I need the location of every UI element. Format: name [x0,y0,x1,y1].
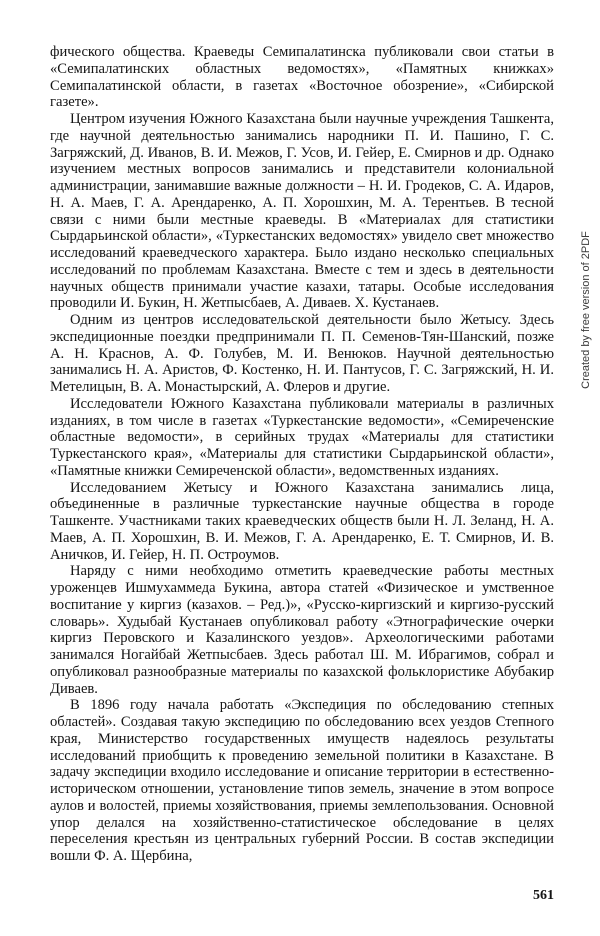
paragraph-continuation: фического общества. Краеведы Семипалатинска публиковали свои статьи в «Семипалатинских областных ведомостях», «Памятных книжках» Семипалатинской области, в газетах «Восточное обозрение», «Сибирской газете». [50,44,554,111]
page-number: 561 [533,888,554,903]
paragraph-south-kazakhstan-tashkent: Центром изучения Южного Казахстана были научные учреждения Ташкента, где научной деятельностью занимались народники П. И. Пашино, Г. С. Загряжский, Д. Иванов, В. И. Межов, Г. Усов, И. Гейер, Е. Смирнов и др. Однако изучением местных вопросов занимались и представители колониальной администрации, занимавшие важные должности – Н. И. Гродеков, С. А. Идаров, Н. А. Маев, Г. А. Арендаренко, А. П. Хорошхин, М. А. Терентьев. В тесной связи с ними были местные краеведы. В «Материалах для статистики Сырдарьинской области», «Туркестанских ведомостях» увидело свет множество исследований краеведческого характера. Было издано несколько специальных исследований по проблемам Казахстана. Вместе с тем и здесь в деятельности научных обществ принимали участие казахи, татары. Особые исследования проводили И. Букин, Н. Жетпысбаев, А. Диваев. Х. Кустанаев. [50,111,554,312]
paragraph-steppe-expedition: В 1896 году начала работать «Экспедиция по обследованию степных областей». Создавая такую экспедицию по обследованию всех уездов Степного края, Министерство государственных имуществ надеялось результаты исследований приобщить к проведению земельной политики в Казахстане. В задачу экспедиции входило исследование и описание территории в естественно-историческом отношении, установление типов земель, значение в этом вопросе аулов и волостей, приемы хозяйствования, приемы землепользования. Основной упор делался на хозяйственно-статистическое обследование в целях переселения крестьян из центральных губерний России. В состав экспедиции вошли Ф. А. Щербина, [50,697,554,864]
watermark-side-note [578,190,594,430]
page-body [50,44,554,865]
paragraph-publications: Исследователи Южного Казахстана публиковали материалы в различных изданиях, в том числе в газетах «Туркестанские ведомости», «Семиреченские областные ведомости», в серийных трудах «Материалы для статистики Туркестанского края», «Материалы для статистики Сырдарьинской области», «Памятные книжки Семиреченской области», ведомственных изданиях. [50,395,554,479]
paragraph-tashkent-societies: Исследованием Жетысу и Южного Казахстана занимались лица, объединенные в различные туркестанские научные общества в городе Ташкенте. Участниками таких краеведческих обществ были Н. Л. Зеланд, Н. А. Маев, А. П. Хорошхин, В. И. Межов, Г. А. Арендаренко, Е. Т. Смирнов, И. В. Аничков, И. Гейер, Н. П. Остроумов. [50,479,554,563]
paragraph-local-researchers: Наряду с ними необходимо отметить краеведческие работы местных уроженцев Ишмухаммеда Букина, автора статей «Физическое и умственное воспитание у киргиз (казахов. – Ред.)», «Русско-киргизский и киргизо-русский словарь». Худыбай Кустанаев опубликовал работу «Этнографические очерки киргиз Перовского и Казалинского уездов». Археологическими работами занимался Ногайбай Жетпысбаев. Здесь работал Ш. М. Ибрагимов, собрал и опубликовал разнообразные материалы по казахской фольклористике Абубакир Диваев. [50,563,554,697]
paragraph-zhetysu: Одним из центров исследовательской деятельности было Жетысу. Здесь экспедиционные поездки предпринимали П. П. Семенов-Тян-Шанский, позже А. Н. Краснов, А. Ф. Голубев, М. И. Венюков. Научной деятельностью занимались Н. А. Аристов, Ф. Костенко, Н. И. Пантусов, Г. С. Загряжский, Н. И. Метелицын, В. А. Монастырский, А. Флеров и другие. [50,312,554,395]
watermark-text: Created by free version of 2PDF [580,231,592,389]
